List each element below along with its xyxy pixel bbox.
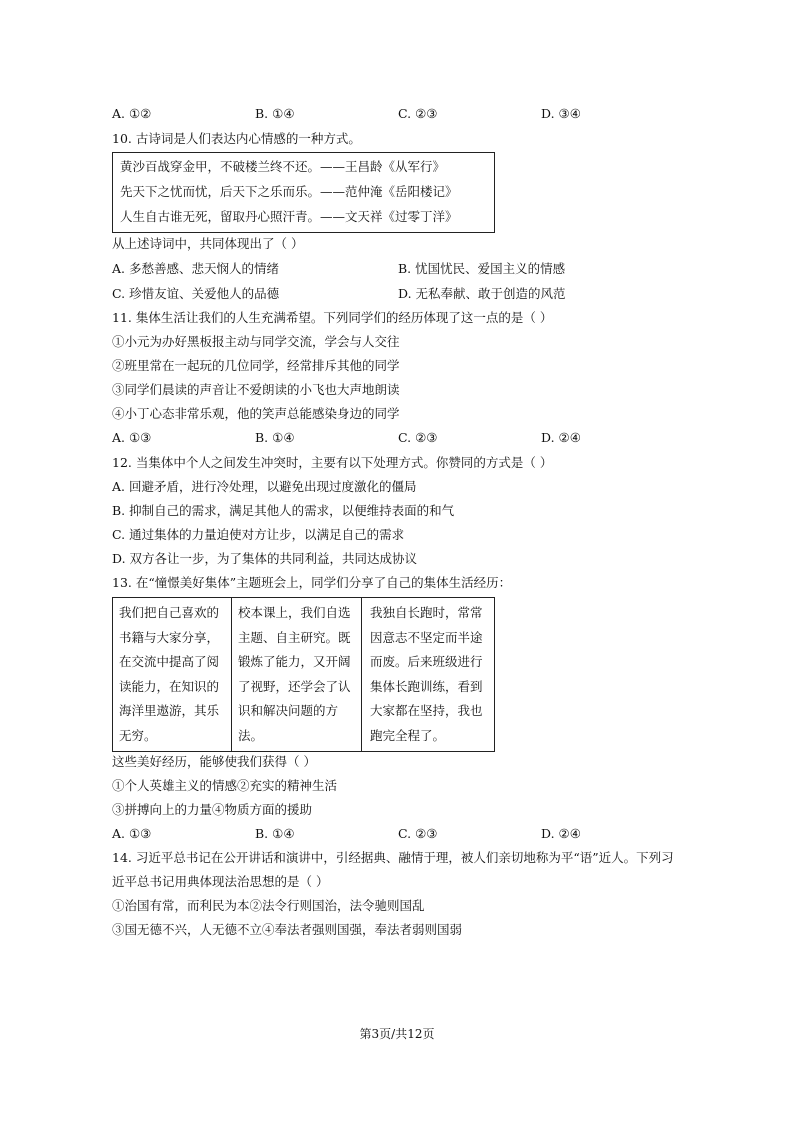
q12-option-a[interactable]: A. 回避矛盾，进行冷处理，以避免出现过度激化的僵局 — [112, 479, 417, 494]
q11-item: ①小元为办好黑板报主动与同学交流，学会与人交往 — [112, 334, 400, 349]
q12-option-b[interactable]: B. 抑制自己的需求，满足其他人的需求，以便维持表面的和气 — [112, 503, 455, 518]
q12-stem: 12. 当集体中个人之间发生冲突时，主要有以下处理方式。你赞同的方式是（ ） — [112, 455, 553, 470]
q14-item: ③国无德不兴，人无德不立④奉法者强则国强，奉法者弱则国弱 — [112, 922, 463, 937]
q12-option-c[interactable]: C. 通过集体的力量迫使对方让步，以满足自己的需求 — [112, 527, 405, 542]
q13-option-c[interactable]: C. ②③ — [398, 826, 438, 841]
q11-item: ②班里常在一起玩的几位同学，经常排斥其他的同学 — [112, 358, 400, 373]
q13-option-a[interactable]: A. ①③ — [112, 826, 152, 841]
q13-experience-table — [112, 597, 495, 752]
q11-option-a[interactable]: A. ①③ — [112, 430, 152, 445]
q11-option-c[interactable]: C. ②③ — [398, 430, 438, 445]
q10-option-c[interactable]: C. 珍惜友谊、关爱他人的品德 — [112, 286, 280, 301]
page-number-footer: 第3页/共12页 — [359, 1027, 435, 1041]
q13-stem: 13. 在“憧憬美好集体”主题班会上，同学们分享了自己的集体生活经历： — [112, 575, 512, 590]
q14-item: ①治国有常，而利民为本②法令行则国治，法令驰则国乱 — [112, 898, 425, 913]
poem-line: 先天下之忧而忧，后天下之乐而乐。——范仲淹《岳阳楼记》 — [120, 184, 458, 199]
q11-option-d[interactable]: D. ②④ — [541, 430, 581, 445]
experience-text: 校本课上，我们自选主题、自主研究。既锻炼了能力，又开阔了视野，还学会了认识和解决问题的方法。 — [238, 605, 351, 743]
experience-cell — [232, 598, 362, 751]
q10-poem-box — [112, 152, 495, 233]
q10-stem: 10. 古诗词是人们表达内心情感的一种方式。 — [112, 131, 361, 146]
q9-option-c[interactable]: C. ②③ — [398, 106, 438, 121]
q12-option-d[interactable]: D. 双方各让一步，为了集体的共同利益，共同达成协议 — [112, 551, 418, 566]
q13-option-d[interactable]: D. ②④ — [541, 826, 581, 841]
experience-text: 我们把自己喜欢的书籍与大家分享，在交流中提高了阅读能力，在知识的海洋里遨游，其乐无穷。 — [119, 605, 220, 743]
q11-stem: 11. 集体生活让我们的人生充满希望。下列同学们的经历体现了这一点的是（ ） — [112, 310, 553, 325]
q14-stem-line2: 近平总书记用典体现法治思想的是（ ） — [112, 874, 329, 889]
q10-question: 从上述诗词中，共同体现出了（ ） — [112, 236, 304, 251]
q9-option-a[interactable]: A. ①② — [112, 106, 152, 121]
q11-option-b[interactable]: B. ①④ — [255, 430, 295, 445]
experience-cell — [362, 598, 494, 751]
q13-option-b[interactable]: B. ①④ — [255, 826, 295, 841]
q13-item: ①个人英雄主义的情感②充实的精神生活 — [112, 778, 338, 793]
q9-option-d[interactable]: D. ③④ — [541, 106, 581, 121]
experience-text: 我独自长跑时，常常因意志不坚定而半途而废。后来班级进行集体长跑训练，看到大家都在坚持，我也跑完全程了。 — [370, 605, 483, 743]
poem-line: 人生自古谁无死，留取丹心照汗青。——文天祥《过零丁洋》 — [120, 209, 458, 224]
q11-item: ③同学们晨读的声音让不爱朗读的小飞也大声地朗读 — [112, 382, 400, 397]
q13-question: 这些美好经历，能够使我们获得（ ） — [112, 754, 316, 769]
q10-option-a[interactable]: A. 多愁善感、悲天悯人的情绪 — [112, 261, 279, 276]
q10-option-d[interactable]: D. 无私奉献、敢于创造的风范 — [398, 286, 566, 301]
q9-option-b[interactable]: B. ①④ — [255, 106, 295, 121]
poem-line: 黄沙百战穿金甲，不破楼兰终不还。——王昌龄《从军行》 — [120, 159, 446, 174]
q14-stem-line1: 14. 习近平总书记在公开讲话和演讲中，引经据典、融情于理，被人们亲切地称为平“语”近人。下列习 — [112, 850, 674, 865]
q11-item: ④小丁心态非常乐观，他的笑声总能感染身边的同学 — [112, 406, 400, 421]
q13-item: ③拼搏向上的力量④物质方面的援助 — [112, 802, 313, 817]
q10-option-b[interactable]: B. 忧国忧民、爱国主义的情感 — [398, 261, 566, 276]
experience-cell — [113, 598, 232, 751]
